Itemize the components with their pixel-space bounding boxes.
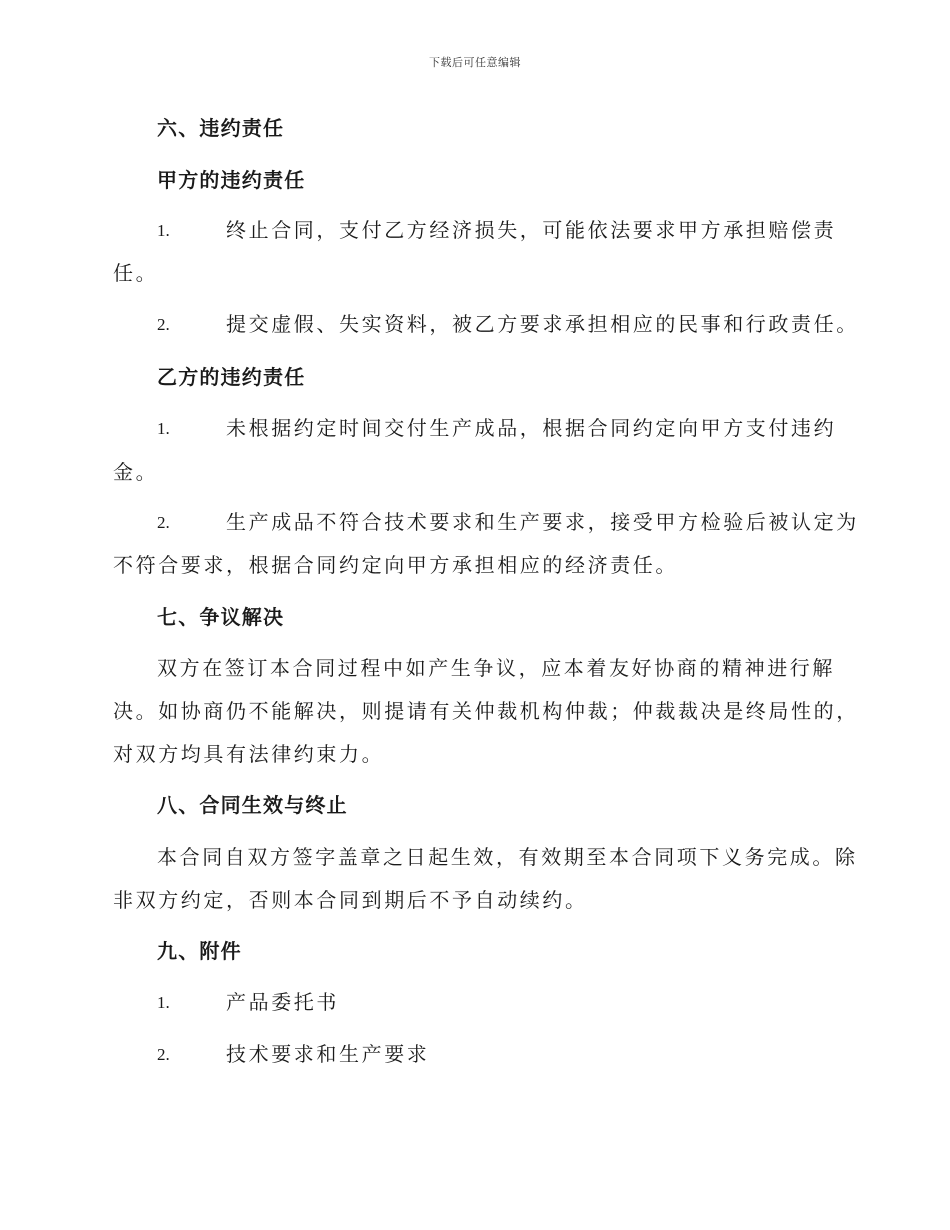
list-number: 1. (157, 993, 170, 1012)
list-item-text-continued: 任。 (113, 261, 159, 285)
list-item-text: 终止合同，支付乙方经济损失，可能依法要求甲方承担赔偿责 (226, 218, 837, 242)
list-number: 1. (157, 419, 170, 438)
list-item-text-continued: 金。 (113, 460, 159, 484)
attachment-item: 产品委托书 (226, 990, 339, 1014)
paragraph-line: 双方在签订本合同过程中如产生争议，应本着友好协商的精神进行解 (157, 656, 835, 680)
list-item-text: 提交虚假、失实资料，被乙方要求承担相应的民事和行政责任。 (226, 312, 859, 336)
page-header: 下载后可任意编辑 (429, 56, 521, 69)
subsection-title-party-a: 甲方的违约责任 (157, 168, 306, 192)
list-number: 1. (157, 221, 170, 240)
paragraph-line: 决。如协商仍不能解决，则提请有关仲裁机构仲裁；仲裁裁决是终局性的， (113, 699, 859, 723)
list-item-text: 生产成品不符合技术要求和生产要求，接受甲方检验后被认定为 (226, 510, 859, 534)
section-title-dispute: 七、争议解决 (157, 605, 285, 629)
section-title-effect: 八、合同生效与终止 (157, 793, 348, 817)
subsection-title-party-b: 乙方的违约责任 (157, 365, 306, 389)
list-item-text: 未根据约定时间交付生产成品，根据合同约定向甲方支付违约 (226, 416, 837, 440)
list-item-text-continued: 不符合要求，根据合同约定向甲方承担相应的经济责任。 (113, 553, 678, 577)
list-number: 2. (157, 1045, 170, 1064)
section-title-breach: 六、违约责任 (157, 116, 285, 140)
list-number: 2. (157, 315, 170, 334)
paragraph-line: 非双方约定，否则本合同到期后不予自动续约。 (113, 888, 588, 912)
paragraph-line: 本合同自双方签字盖章之日起生效，有效期至本合同项下义务完成。除 (157, 845, 858, 869)
list-number: 2. (157, 513, 170, 532)
attachment-item: 技术要求和生产要求 (226, 1042, 430, 1066)
section-title-attachments: 九、附件 (157, 939, 242, 963)
paragraph-line: 对双方均具有法律约束力。 (113, 742, 385, 766)
